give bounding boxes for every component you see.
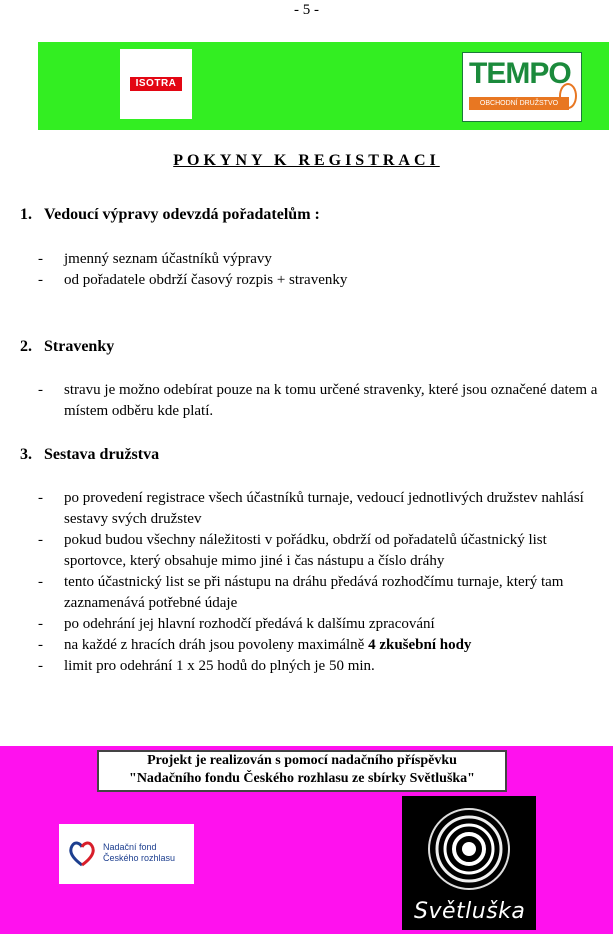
list-item-bold: 4 zkušební hody (368, 637, 472, 653)
svetluska-wordmark: Světluška (414, 899, 526, 924)
section-3-list (38, 488, 598, 677)
section-title: Stravenky (44, 338, 115, 355)
nadace-logo (59, 824, 194, 884)
list-item: - pokud budou všechny náležitosti v pořádku, obdrží od pořadatelů účastnický list sportovce, který obsahuje mimo jiné i čas nástupu a číslo dráhy (38, 530, 598, 572)
isotra-logo-box (120, 49, 192, 119)
nadace-line-2: Českého rozhlasu (103, 853, 176, 863)
tempo-logo: TEMPO (469, 57, 571, 90)
section-number: 2. (20, 338, 32, 355)
project-line-1: Projekt je realizován s pomocí nadačního příspěvku (147, 753, 457, 768)
section-heading-2 (20, 338, 114, 356)
list-item: - jmenný seznam účastníků výpravy (38, 249, 598, 270)
list-item: - stravu je možno odebírat pouze na k tomu určené stravenky, které jsou označené datem a místem odběru kde platí. (38, 380, 598, 422)
nadace-line-1: Nadační fond (103, 842, 157, 852)
list-item (38, 635, 598, 656)
section-heading-1 (20, 206, 320, 224)
section-heading-3 (20, 446, 159, 464)
tempo-logo-box (462, 52, 582, 122)
nadace-text (103, 842, 175, 864)
page-title: POKYNY K REGISTRACI (173, 152, 440, 169)
section-title: Vedoucí výpravy odevzdá pořadatelům : (44, 206, 320, 223)
sponsor-band (38, 42, 609, 130)
firefly-swirl-icon (424, 804, 514, 894)
project-notice (97, 750, 507, 792)
page-number: - 5 - (294, 2, 319, 18)
project-line-2: "Nadačního fondu Českého rozhlasu ze sbírky Světluška" (129, 771, 475, 786)
section-number: 1. (20, 206, 32, 223)
list-item: - po odehrání jej hlavní rozhodčí předává k dalšímu zpracování (38, 614, 598, 635)
section-title: Sestava družstva (44, 446, 160, 463)
list-item: - limit pro odehrání 1 x 25 hodů do plných je 50 min. (38, 656, 598, 677)
section-number: 3. (20, 446, 32, 463)
footer-band (0, 746, 613, 934)
isotra-logo: ISOTRA (130, 77, 182, 91)
svetluska-logo (402, 796, 536, 930)
section-2-list (38, 380, 598, 422)
tempo-subtitle: OBCHODNÍ DRUŽSTVO (469, 97, 569, 110)
heart-icon (67, 838, 97, 868)
list-item: - tento účastnický list se při nástupu na dráhu předává rozhodčímu turnaje, který tam zaznamenává potřebné údaje (38, 572, 598, 614)
list-item: - po provedení registrace všech účastníků turnaje, vedoucí jednotlivých družstev nahlásí sestavy svých družstev (38, 488, 598, 530)
list-item-text: na každé z hracích dráh jsou povoleny maximálně (64, 637, 365, 653)
section-1-list (38, 249, 598, 291)
list-item: - od pořadatele obdrží časový rozpis + stravenky (38, 270, 598, 291)
